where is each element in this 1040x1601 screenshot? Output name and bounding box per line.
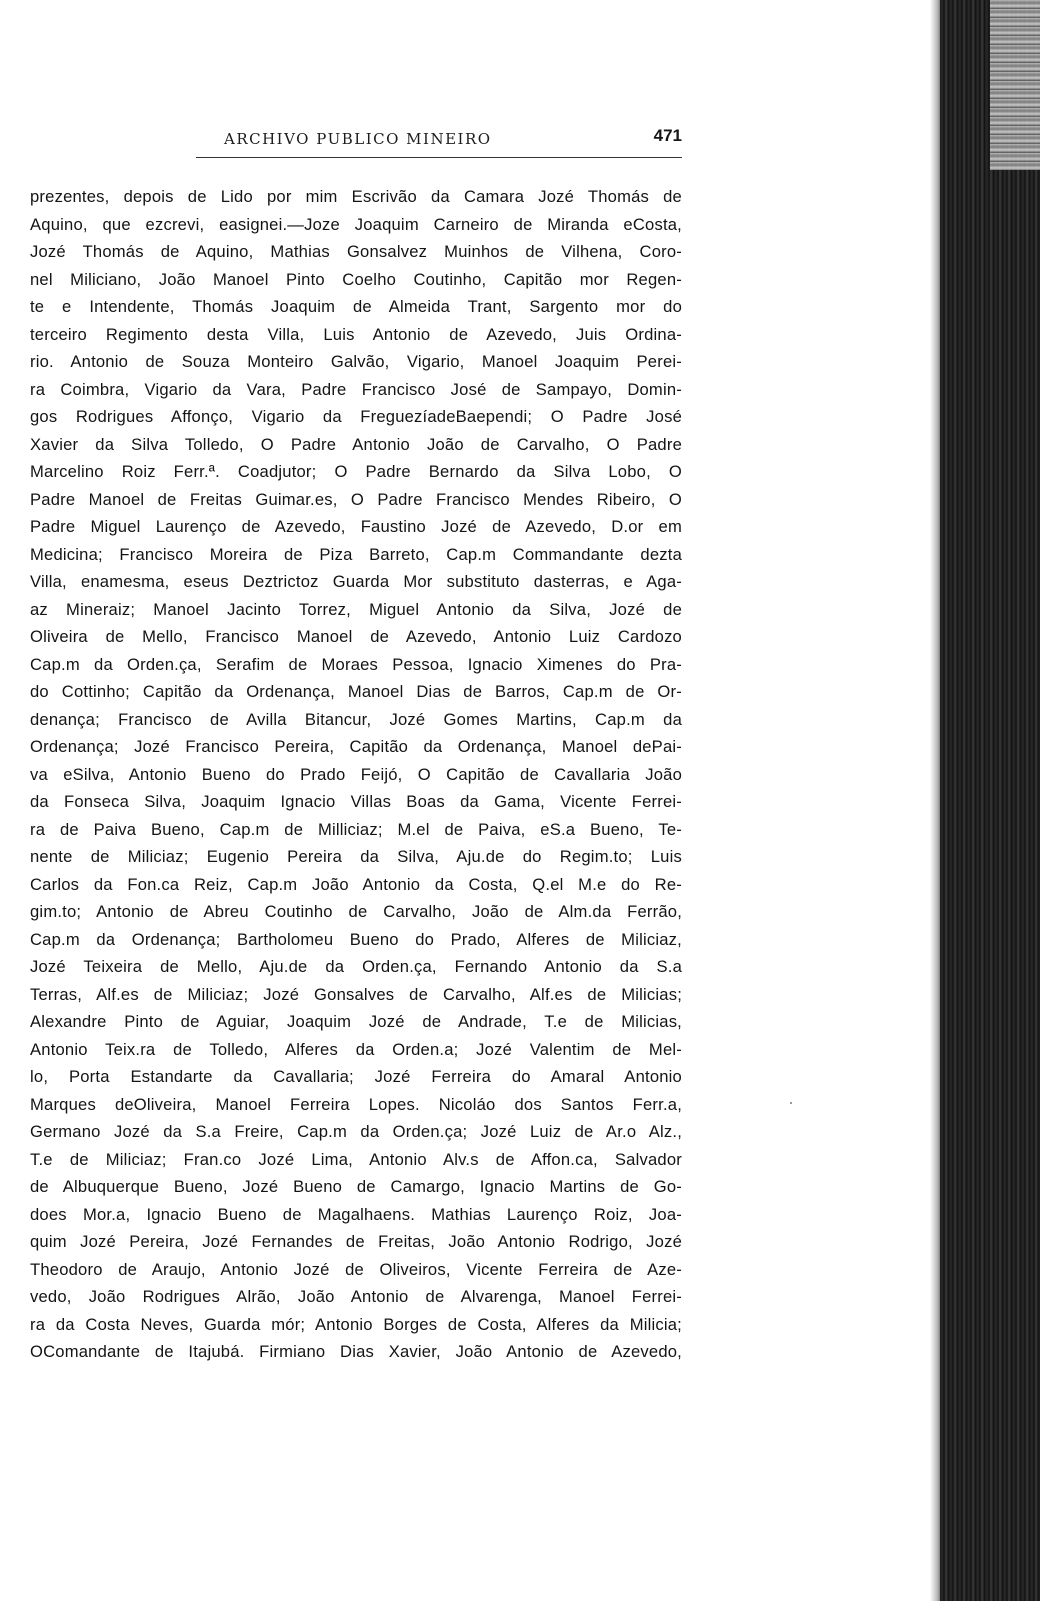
text-line: gim.to; Antonio de Abreu Coutinho de Carvalho, João de Alm.da Ferrão,	[30, 902, 682, 921]
book-binding-edge	[940, 0, 1040, 1601]
text-line: quim Jozé Pereira, Jozé Fernandes de Freitas, João Antonio Rodrigo, Jozé	[30, 1232, 682, 1251]
text-line: ra da Costa Neves, Guarda mór; Antonio Borges de Costa, Alferes da Milicia;	[30, 1314, 682, 1334]
text-line: Cap.m da Orden.ça, Serafim de Moraes Pessoa, Ignacio Ximenes do Pra-	[30, 654, 682, 674]
text-line: ra de Paiva Bueno, Cap.m de Milliciaz; M.el de Paiva, eS.a Bueno, Te-	[30, 819, 682, 839]
running-title: ARCHIVO PUBLICO MINEIRO	[224, 130, 492, 148]
text-line: Alexandre Pinto de Aguiar, Joaquim Jozé de Andrade, T.e de Milicias,	[30, 1012, 682, 1031]
text-line: Padre Miguel Laurenço de Azevedo, Faustino Jozé de Azevedo, D.or em	[30, 517, 682, 536]
text-line: de Albuquerque Bueno, Jozé Bueno de Camargo, Ignacio Martins de Go-	[30, 1177, 682, 1196]
text-line: Xavier da Silva Tolledo, O Padre Antonio João de Carvalho, O Padre	[30, 434, 682, 454]
binding-texture	[990, 0, 1040, 170]
body-text	[30, 183, 682, 1366]
text-line: Oliveira de Mello, Francisco Manoel de Azevedo, Antonio Luiz Cardozo	[30, 627, 682, 646]
text-line: va eSilva, Antonio Bueno do Prado Feijó, O Capitão de Cavallaria João	[30, 764, 682, 784]
text-line: te e Intendente, Thomás Joaquim de Almeida Trant, Sargento mor do	[30, 297, 682, 316]
text-line: nel Miliciano, João Manoel Pinto Coelho Coutinho, Capitão mor Regen-	[30, 269, 682, 289]
text-line: prezentes, depois de Lido por mim Escrivão da Camara Jozé Thomás de	[30, 187, 682, 206]
text-line: do Cottinho; Capitão da Ordenança, Manoel Dias de Barros, Cap.m de Or-	[30, 682, 682, 701]
text-line: Theodoro de Araujo, Antonio Jozé de Oliveiros, Vicente Ferreira de Aze-	[30, 1259, 682, 1279]
text-line: Jozé Teixeira de Mello, Aju.de da Orden.ça, Fernando Antonio da S.a	[30, 957, 682, 976]
text-line: Carlos da Fon.ca Reiz, Cap.m João Antonio da Costa, Q.el M.e do Re-	[30, 874, 682, 894]
text-line: vedo, João Rodrigues Alrão, João Antonio de Alvarenga, Manoel Ferrei-	[30, 1287, 682, 1306]
text-line: T.e de Miliciaz; Fran.co Jozé Lima, Antonio Alv.s de Affon.ca, Salvador	[30, 1149, 682, 1169]
text-line: ra Coimbra, Vigario da Vara, Padre Francisco José de Sampayo, Domin-	[30, 379, 682, 399]
text-line: Antonio Teix.ra de Tolledo, Alferes da Orden.a; Jozé Valentim de Mel-	[30, 1039, 682, 1059]
text-line: Marcelino Roiz Ferr.ª. Coadjutor; O Padre Bernardo da Silva Lobo, O	[30, 462, 682, 481]
text-line: nente de Miliciaz; Eugenio Pereira da Silva, Aju.de do Regim.to; Luis	[30, 847, 682, 866]
text-line: da Fonseca Silva, Joaquim Ignacio Villas Boas da Gama, Vicente Ferrei-	[30, 792, 682, 811]
text-line: lo, Porta Estandarte da Cavallaria; Jozé Ferreira do Amaral Antonio	[30, 1067, 682, 1086]
header-rule	[196, 157, 682, 158]
paper-speck	[790, 1102, 792, 1104]
text-line: Jozé Thomás de Aquino, Mathias Gonsalvez Muinhos de Vilhena, Coro-	[30, 242, 682, 261]
text-line: gos Rodrigues Affonço, Vigario da FreguezíadeBaependi; O Padre José	[30, 407, 682, 426]
text-line: Germano Jozé da S.a Freire, Cap.m da Orden.ça; Jozé Luiz de Ar.o Alz.,	[30, 1122, 682, 1141]
text-line: Terras, Alf.es de Miliciaz; Jozé Gonsalves de Carvalho, Alf.es de Milicias;	[30, 984, 682, 1004]
text-line: Medicina; Francisco Moreira de Piza Barreto, Cap.m Commandante dezta	[30, 544, 682, 564]
text-line: Ordenança; Jozé Francisco Pereira, Capitão da Ordenança, Manoel dePai-	[30, 737, 682, 756]
text-line: Cap.m da Ordenança; Bartholomeu Bueno do Prado, Alferes de Miliciaz,	[30, 929, 682, 949]
text-line: Padre Manoel de Freitas Guimar.es, O Padre Francisco Mendes Ribeiro, O	[30, 489, 682, 509]
text-line: terceiro Regimento desta Villa, Luis Antonio de Azevedo, Juis Ordina-	[30, 324, 682, 344]
text-line: denança; Francisco de Avilla Bitancur, Jozé Gomes Martins, Cap.m da	[30, 709, 682, 729]
page-number: 471	[653, 126, 682, 145]
text-line: Aquino, que ezcrevi, easignei.—Joze Joaquim Carneiro de Miranda eCosta,	[30, 214, 682, 234]
text-line: OComandante de Itajubá. Firmiano Dias Xavier, João Antonio de Azevedo,	[30, 1342, 682, 1361]
text-line: Villa, enamesma, eseus Deztrictoz Guarda Mor substituto dasterras, e Aga-	[30, 572, 682, 591]
page-header	[196, 124, 682, 154]
text-line: Marques deOliveira, Manoel Ferreira Lopes. Nicoláo dos Santos Ferr.a,	[30, 1094, 682, 1114]
text-line: az Mineraiz; Manoel Jacinto Torrez, Miguel Antonio da Silva, Jozé de	[30, 599, 682, 619]
text-line: does Mor.a, Ignacio Bueno de Magalhaens. Mathias Laurenço Roiz, Joa-	[30, 1204, 682, 1224]
text-line: rio. Antonio de Souza Monteiro Galvão, Vigario, Manoel Joaquim Perei-	[30, 352, 682, 371]
